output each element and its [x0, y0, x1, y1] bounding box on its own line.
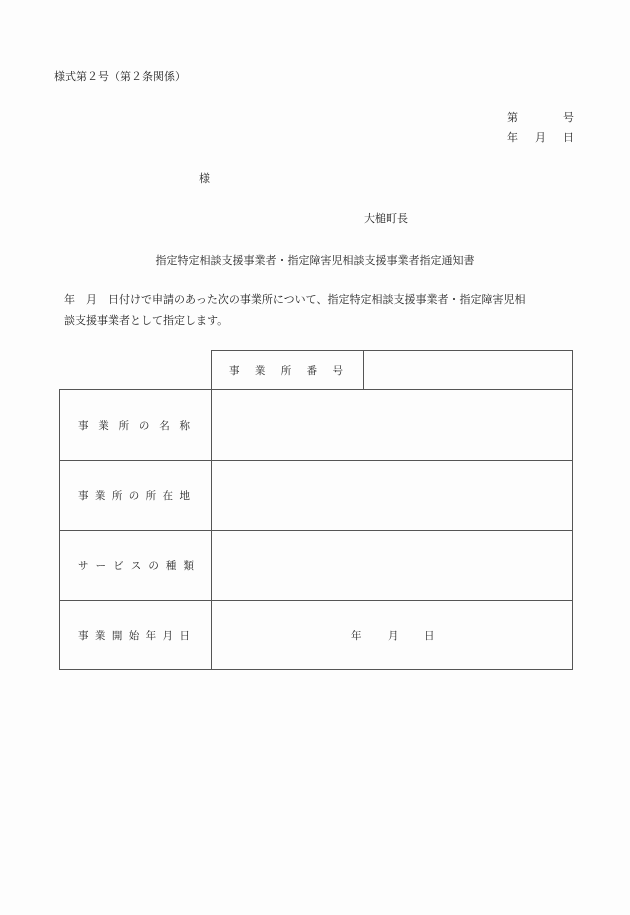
form-number: 様式第２号（第２条関係） [54, 70, 186, 83]
issue-day: 日 [563, 131, 574, 144]
start-month-label: 月 [388, 630, 399, 642]
table-border [572, 350, 573, 670]
label-start-date: 事 業 開 始 年 月 日 [78, 630, 190, 642]
office-address-field[interactable] [212, 461, 572, 530]
table-border [59, 669, 573, 670]
issue-year: 年 [507, 131, 518, 144]
office-number-field[interactable] [364, 351, 572, 389]
service-type-field[interactable] [212, 531, 572, 600]
label-office-name: 事 業 所 の 名 称 [78, 420, 190, 432]
label-office-address: 事 業 所 の 所 在 地 [78, 490, 190, 502]
start-date-field[interactable] [212, 601, 572, 669]
body-text-line-2: 談支援事業者として指定します。 [64, 314, 229, 327]
label-office-number: 事 業 所 番 号 [229, 365, 343, 377]
issuer: 大槌町長 [364, 212, 408, 225]
start-year-label: 年 [351, 630, 362, 642]
addressee: 様 [199, 172, 210, 185]
number-suffix: 号 [563, 111, 574, 124]
document-title: 指定特定相談支援事業者・指定障害児相談支援事業者指定通知書 [155, 254, 475, 267]
label-service-type: サ ー ビ ス の 種 類 [78, 560, 194, 572]
table-border [59, 389, 60, 670]
number-prefix: 第 [507, 111, 518, 124]
issue-month: 月 [535, 131, 546, 144]
start-day-label: 日 [424, 630, 435, 642]
body-text-line-1: 年 月 日付けで申請のあった次の事業所について、指定特定相談支援事業者・指定障害児相 [64, 293, 526, 306]
office-name-field[interactable] [212, 390, 572, 460]
